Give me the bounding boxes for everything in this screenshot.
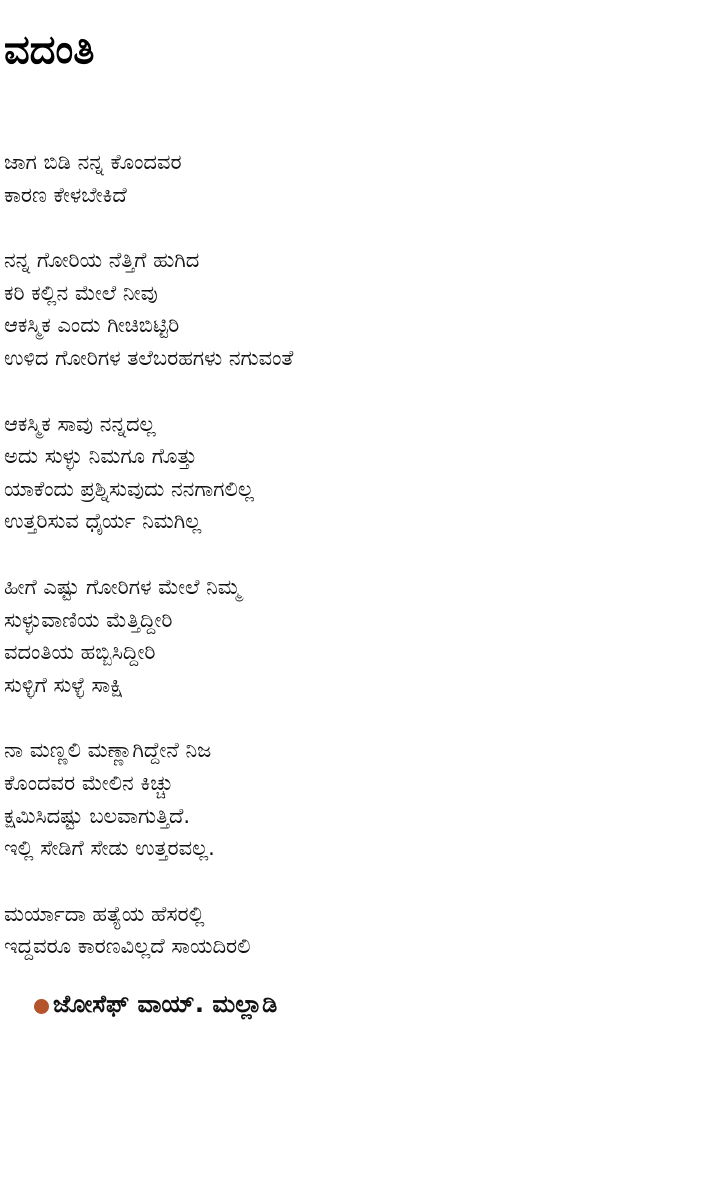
poem-title: ವದಂತಿ [4,27,95,73]
poem-line: ಅದು ಸುಳ್ಳು ನಿಮಗೂ ಗೊತ್ತು [4,444,197,469]
poem-line: ಆಕಸ್ಮಿಕ ಎಂದು ಗೀಚಿಬಿಟ್ಟಿರಿ [4,313,180,338]
poem-line: ಕ್ಷಮಿಸಿದಷ್ಟು ಬಲವಾಗುತ್ತಿದೆ. [4,803,191,828]
poem-line: ನಾ ಮಣ್ಣಲಿ ಮಣ್ಣಾಗಿದ್ದೇನೆ ನಿಜ [4,738,212,763]
poem-body [4,146,704,996]
poem-line: ಯಾಕೆಂದು ಪ್ರಶ್ನಿಸುವುದು ನನಗಾಗಲಿಲ್ಲ [4,476,254,501]
poem-line: ಮರ್ಯಾದಾ ಹತ್ಯೆಯ ಹೆಸರಲ್ಲಿ [4,901,205,926]
poem-line: ಜಾಗ ಬಿಡಿ ನನ್ನ ಕೊಂದವರ [4,150,182,174]
stanza [4,244,704,374]
stanza [4,734,704,864]
bullet-icon [34,999,49,1014]
stanza [4,571,704,701]
poem-line: ಸುಳ್ಳಿಗೆ ಸುಳ್ಳೆ ಸಾಕ್ಷಿ [4,672,124,697]
poem-line: ಕೊಂದವರ ಮೇಲಿನ ಕಿಚ್ಚು [4,770,174,795]
poem-line: ಉಳಿದ ಗೋರಿಗಳ ತಲೆಬರಹಗಳು ನಗುವಂತೆ [4,345,294,370]
poem-line: ವದಂತಿಯ ಹಬ್ಬಿಸಿದ್ದೀರಿ [4,640,156,665]
author-name: ಜೋಸೆಫ್ ವಾಯ್. ಮಲ್ಲಾಡಿ [53,990,278,1018]
stanza [4,408,704,538]
poem-line: ಕರಿ ಕಲ್ಲಿನ ಮೇಲೆ ನೀವು [4,280,158,305]
poem-line: ಇಲ್ಲಿ ಸೇಡಿಗೆ ಸೇಡು ಉತ್ತರವಲ್ಲ. [4,836,215,861]
poem-line: ಹೀಗೆ ಎಷ್ಟು ಗೋರಿಗಳ ಮೇಲೆ ನಿಮ್ಮ [4,574,241,599]
poem-line: ನನ್ನ ಗೋರಿಯ ನೆತ್ತಿಗೆ ಹುಗಿದ [4,248,200,273]
stanza [4,898,704,963]
poem-line: ಸುಳ್ಳುವಾಣಿಯ ಮೆತ್ತಿದ್ದೀರಿ [4,607,173,632]
stanza [4,146,704,211]
poem-line: ಕಾರಣ ಕೇಳಬೇಕಿದೆ [4,182,127,207]
poem-line: ಆಕಸ್ಮಿಕ ಸಾವು ನನ್ನದಲ್ಲ [4,411,156,436]
author-byline [34,984,277,1024]
poem-line: ಉತ್ತರಿಸುವ ಧೈರ್ಯ ನಿಮಗಿಲ್ಲ [4,509,202,534]
poem-line: ಇದ್ದವರೂ ಕಾರಣವಿಲ್ಲದೆ ಸಾಯದಿರಲಿ [4,934,251,959]
